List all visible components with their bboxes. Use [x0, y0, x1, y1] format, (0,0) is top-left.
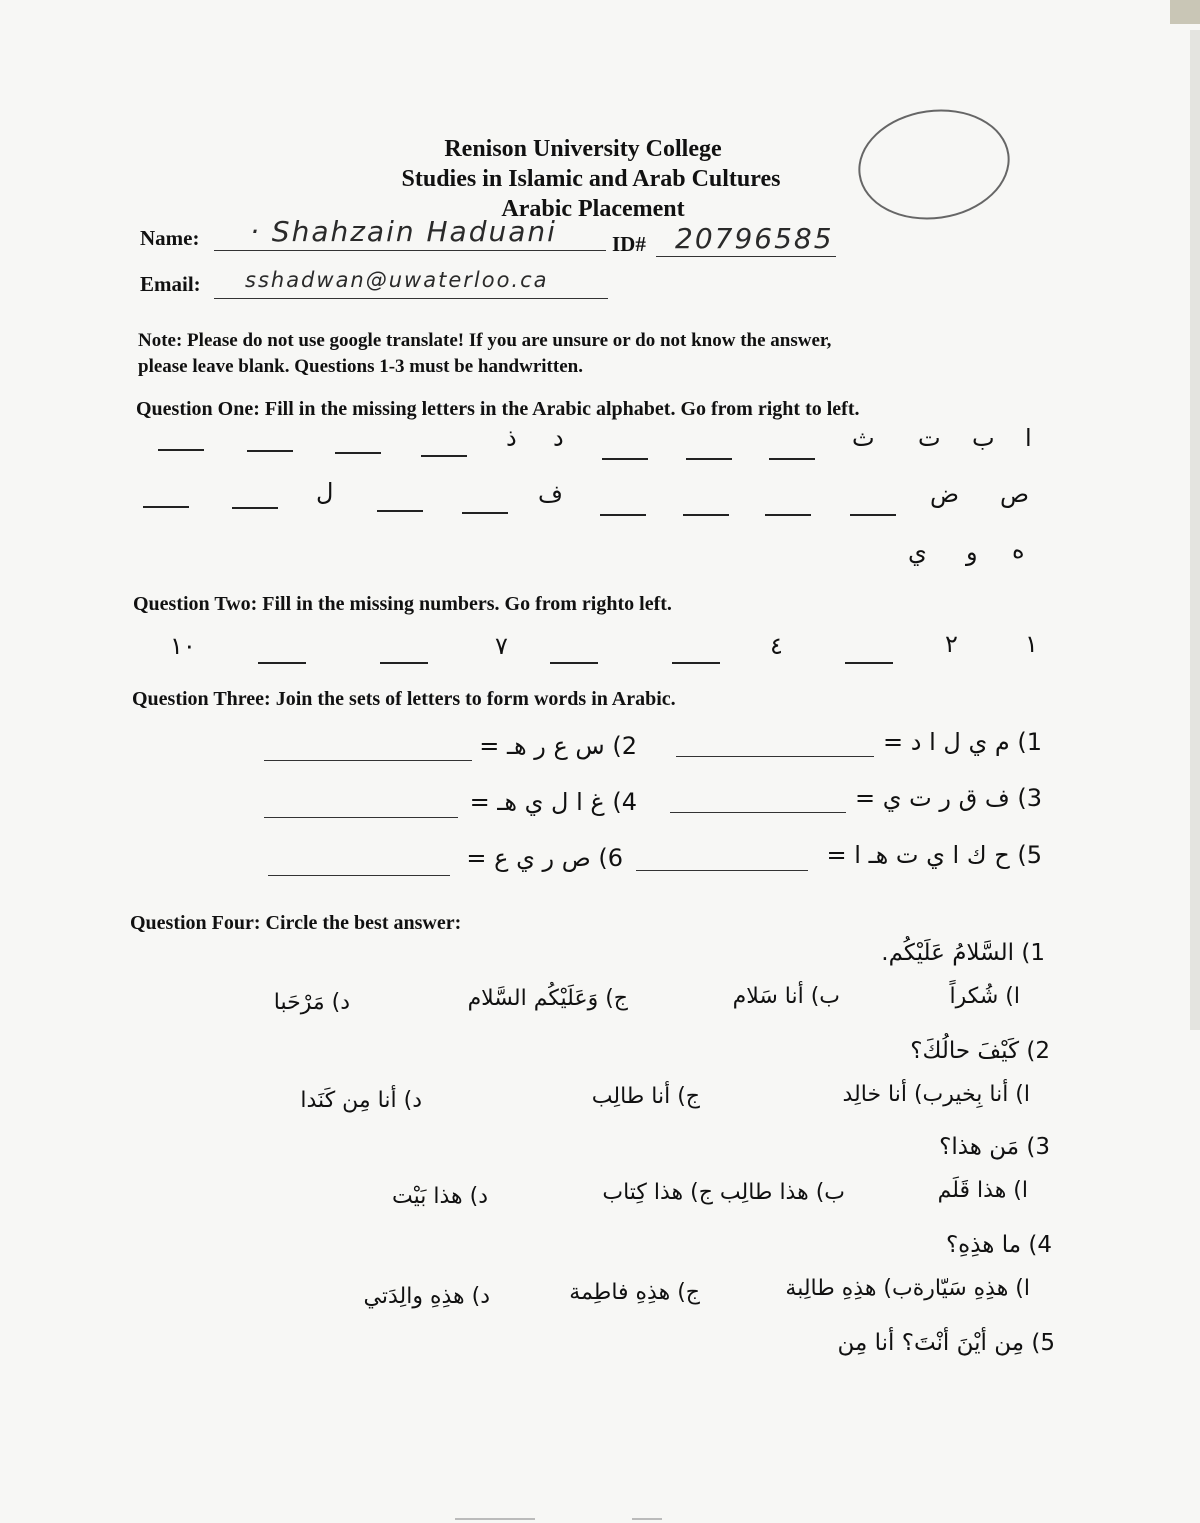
- q1-blank[interactable]: [232, 507, 278, 509]
- q3-item: 5) ح ك ا ي ت هـ ا =: [826, 841, 1042, 869]
- q1-blank[interactable]: [683, 514, 729, 516]
- q1-letter: ل: [316, 478, 334, 506]
- q3-answer-line[interactable]: [264, 817, 458, 818]
- bottom-mark: [632, 1518, 662, 1520]
- q4-question: 1) السَّلامُ عَلَيْكُم.: [881, 940, 1045, 966]
- department-title: Studies in Islamic and Arab Cultures: [401, 166, 781, 192]
- id-label: ID#: [612, 232, 646, 256]
- q3-answer-line[interactable]: [264, 760, 472, 761]
- page-edge-corner: [1170, 0, 1200, 24]
- page-edge-shadow: [1190, 30, 1200, 1030]
- q1-blank[interactable]: [462, 512, 508, 514]
- q3-item: 1) م ي ل ا د =: [883, 728, 1042, 756]
- q1-blank[interactable]: [335, 452, 381, 454]
- q4-title: Question Four: Circle the best answer:: [130, 912, 462, 934]
- q3-answer-line[interactable]: [676, 756, 874, 757]
- q1-blank[interactable]: [850, 514, 896, 516]
- q1-blank[interactable]: [600, 514, 646, 516]
- q4-question: 5) مِن أيْنَ أنْتَ؟ أنا مِن: [837, 1330, 1055, 1356]
- q2-blank[interactable]: [845, 662, 893, 664]
- q3-answer-line[interactable]: [670, 812, 846, 813]
- id-value: 20796585: [675, 222, 834, 255]
- q1-letter: ص: [1000, 480, 1030, 508]
- q3-answer-line[interactable]: [636, 870, 808, 871]
- document-title: Arabic Placement: [501, 196, 685, 222]
- name-label: Name:: [140, 226, 200, 250]
- q4-question: 3) مَن هذا؟: [939, 1134, 1050, 1160]
- q2-blank[interactable]: [550, 662, 598, 664]
- q3-item: 4) غ ا ل ي هـ =: [469, 788, 637, 816]
- email-label: Email:: [140, 272, 201, 296]
- q1-letter: ث: [852, 424, 875, 452]
- q1-blank[interactable]: [143, 506, 189, 508]
- q1-letter: ذ: [506, 424, 517, 452]
- q4-option[interactable]: ج) هذِهِ فاطِمة: [569, 1280, 700, 1305]
- q3-answer-line[interactable]: [268, 875, 450, 876]
- q3-item: 3) ف ق ر ت ي =: [855, 784, 1042, 812]
- institution-title: Renison University College: [444, 136, 722, 162]
- q2-number: ١: [1025, 630, 1038, 658]
- q4-option[interactable]: ج) وَعَلَيْكُم السَّلام: [467, 986, 628, 1011]
- q4-option[interactable]: ا) هذا قَلَم: [937, 1178, 1028, 1203]
- q4-option[interactable]: د) مَرْحَبا: [273, 990, 350, 1015]
- q1-letter: ه: [1012, 536, 1025, 564]
- q4-option[interactable]: د) هذا بَيْت: [392, 1184, 488, 1209]
- q1-blank[interactable]: [421, 455, 467, 457]
- q2-number: ٢: [945, 630, 958, 658]
- q4-option[interactable]: ا) أنا بِخيرب) أنا خالِد: [842, 1082, 1030, 1107]
- q1-blank[interactable]: [247, 450, 293, 452]
- q4-question: 2) كَيْفَ حالُكَ؟: [910, 1038, 1050, 1064]
- q1-blank[interactable]: [158, 449, 204, 451]
- q2-title: Question Two: Fill in the missing numbers. Go from righto left.: [133, 593, 672, 615]
- q2-blank[interactable]: [380, 662, 428, 664]
- q4-question: 4) ما هذِهِ؟: [945, 1232, 1052, 1258]
- q4-option[interactable]: ا) هذِهِ سَيّارةب) هذِهِ طالِبة: [785, 1276, 1030, 1301]
- q1-title: Question One: Fill in the missing letters in the Arabic alphabet. Go from right to left.: [136, 398, 860, 420]
- q4-option[interactable]: ج) أنا طالِب: [591, 1084, 700, 1109]
- q1-blank[interactable]: [769, 458, 815, 460]
- q4-option[interactable]: د) أنا مِن كَنَدا: [300, 1088, 422, 1113]
- email-value: sshadwan@uwaterloo.ca: [245, 268, 549, 292]
- bottom-mark: [455, 1518, 535, 1520]
- q1-blank[interactable]: [377, 510, 423, 512]
- q1-letter: ض: [930, 480, 960, 508]
- q3-title: Question Three: Join the sets of letters to form words in Arabic.: [132, 688, 676, 710]
- name-value: · Shahzain Haduani: [250, 215, 557, 248]
- q3-item: 6) ص ر ي ع =: [466, 844, 623, 872]
- q1-letter: ف: [538, 480, 563, 508]
- q2-blank[interactable]: [672, 662, 720, 664]
- q4-option[interactable]: ا) شُكراً: [949, 984, 1020, 1009]
- q4-option[interactable]: د) هذِهِ والِدَتي: [363, 1284, 490, 1309]
- note-line-1: Note: Please do not use google translate! If you are unsure or do not know the answer,: [138, 330, 832, 351]
- q3-item: 2) س ع ر هـ =: [479, 732, 637, 760]
- q1-letter: و: [966, 538, 978, 566]
- note-line-2: please leave blank. Questions 1-3 must be handwritten.: [138, 356, 583, 377]
- q2-blank[interactable]: [258, 662, 306, 664]
- q2-number: ٤: [770, 632, 783, 660]
- q1-blank[interactable]: [602, 458, 648, 460]
- q1-blank[interactable]: [686, 458, 732, 460]
- q2-number: ١٠: [170, 632, 196, 660]
- q1-letter: ي: [908, 538, 927, 566]
- q2-number: ٧: [495, 632, 508, 660]
- q1-letter: ت: [918, 424, 941, 452]
- q1-letter: ب: [972, 424, 995, 452]
- q4-option[interactable]: ب) هذا طالِب ج) هذا كِتاب: [602, 1180, 845, 1205]
- q1-letter: ا: [1025, 424, 1032, 452]
- q1-blank[interactable]: [765, 514, 811, 516]
- q4-option[interactable]: ب) أنا سَلام: [732, 984, 840, 1009]
- q1-letter: د: [553, 424, 564, 452]
